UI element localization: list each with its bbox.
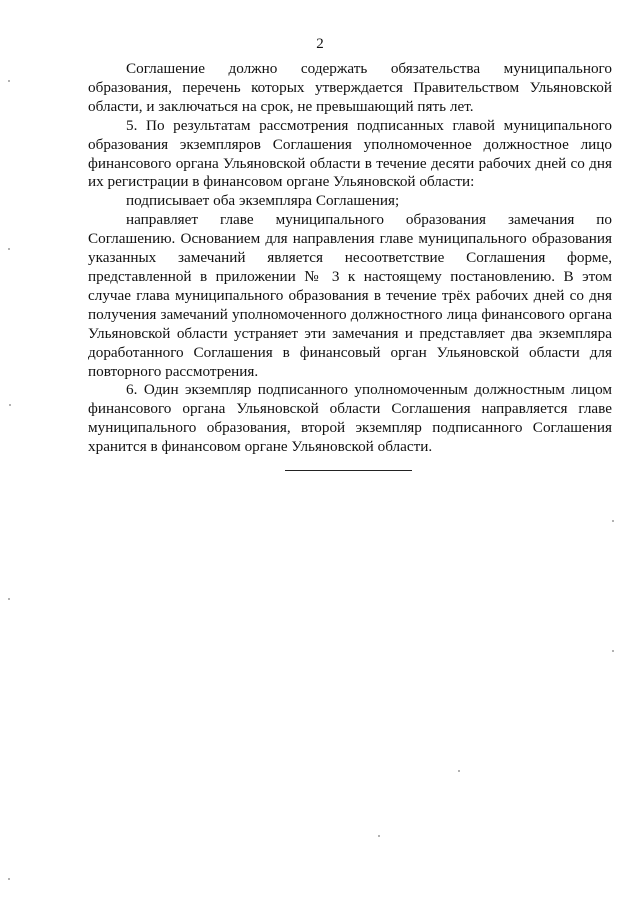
scan-speck xyxy=(458,770,460,772)
paragraph-agreement-obligations: Соглашение должно содержать обязательства муниципального образования, перечень которых утверждается Правительством Ульяновской области, и заключаться на срок, не превышающий пять лет. xyxy=(88,60,612,115)
body-text xyxy=(88,60,612,457)
page-number: 2 xyxy=(316,36,324,52)
paragraph-item-5: 5. По результатам рассмотрения подписанных главой муниципального образования экземпляров Соглашения уполномоченное должностное лицо финансового органа Ульяновской области в течение десяти рабочих дней со дня их регистрации в финансовом органе Ульяновской области: xyxy=(88,116,612,191)
scan-speck xyxy=(8,248,10,250)
scan-speck xyxy=(612,650,614,652)
scan-speck xyxy=(378,835,380,837)
paragraph-sends-remarks: направляет главе муниципального образования замечания по Соглашению. Основанием для направления главе муниципального образования указанных замечаний является несоответствие Соглашения форме, представленной в приложении № 3 к настоящему постановлению. В этом случае глава муниципального образования в течение трёх рабочих дней со дня получения замечаний уполномоченного должностного лица финансового органа Ульяновской области устраняет эти замечания и представляет два экземпляра доработанного Соглашения в финансовый орган Ульяновской области для повторного рассмотрения. xyxy=(88,211,612,380)
scan-speck xyxy=(8,80,10,82)
scan-speck xyxy=(9,404,11,406)
scan-speck xyxy=(612,520,614,522)
scan-speck xyxy=(8,878,10,880)
end-separator-line xyxy=(285,470,412,471)
scan-speck xyxy=(8,598,10,600)
paragraph-item-6: 6. Один экземпляр подписанного уполномоченным должностным лицом финансового органа Ульяновской области Соглашения направляется главе муниципального образования, второй экземпляр подписанного Соглашения хранится в финансовом органе Ульяновской области. xyxy=(88,381,612,456)
paragraph-signs-both-copies: подписывает оба экземпляра Соглашения; xyxy=(126,192,400,210)
